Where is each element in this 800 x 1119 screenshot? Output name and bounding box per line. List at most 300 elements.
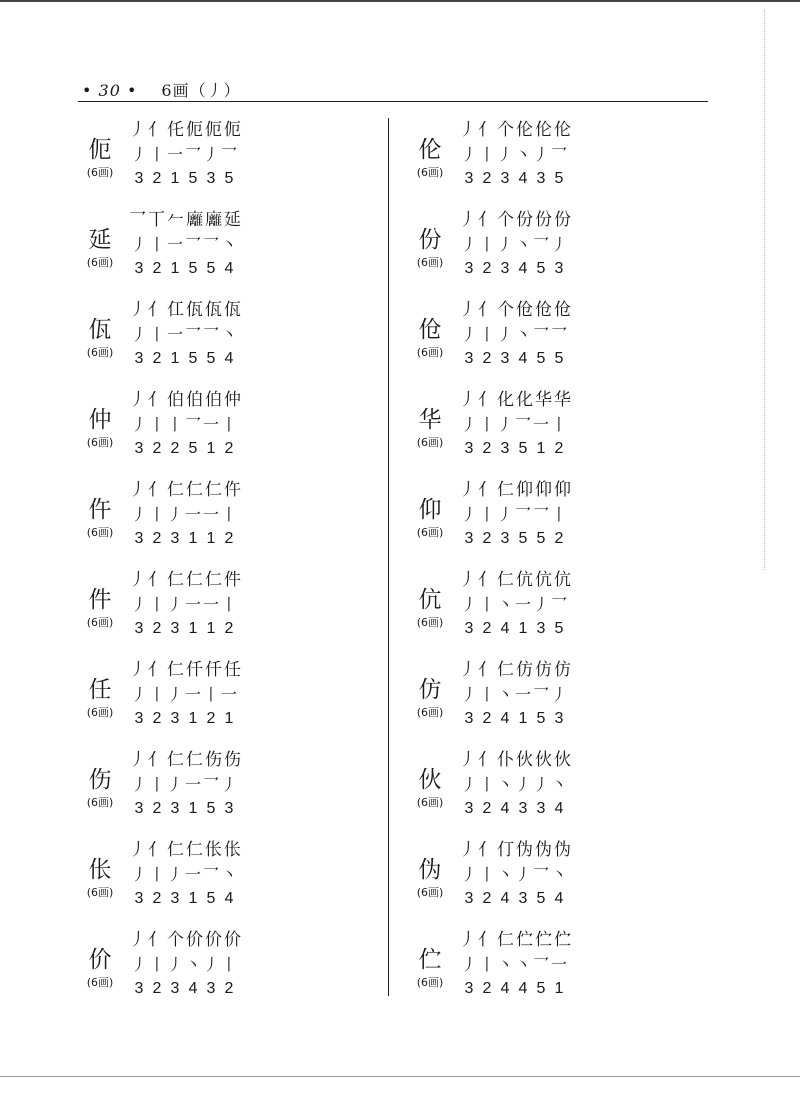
stroke-sequence bbox=[130, 594, 238, 616]
progression-step: 丿 bbox=[459, 840, 476, 860]
stroke-shape: 丨 bbox=[550, 415, 567, 434]
stroke-shape: 丶 bbox=[514, 145, 531, 164]
stroke-code-sequence bbox=[460, 888, 568, 910]
stroke-code-sequence bbox=[460, 348, 568, 370]
stroke-shape: 一 bbox=[166, 235, 183, 254]
stroke-shape: 一 bbox=[202, 505, 219, 524]
progression-step: 亻 bbox=[478, 570, 495, 590]
progression-step: 伪 bbox=[554, 840, 571, 860]
progression-step: 价 bbox=[186, 930, 203, 950]
stroke-shape: 丿 bbox=[532, 775, 549, 794]
stroke-count-label: (6画) bbox=[86, 796, 114, 809]
stroke-count-label: (6画) bbox=[86, 256, 114, 269]
progression-step: 亻 bbox=[148, 120, 165, 140]
stroke-shape: 丿 bbox=[130, 595, 147, 614]
stroke-code: 1 bbox=[188, 800, 198, 817]
stroke-count-label: (6画) bbox=[416, 976, 444, 989]
progression-step: 个 bbox=[497, 210, 514, 230]
progression-step: 伉 bbox=[554, 570, 571, 590]
stroke-shape: 丶 bbox=[550, 865, 567, 884]
headword-character: 件 bbox=[88, 587, 112, 613]
character-entry bbox=[410, 658, 700, 742]
stroke-code: 2 bbox=[224, 440, 234, 457]
stroke-shape: 丨 bbox=[148, 235, 165, 254]
progression-step: 个 bbox=[167, 930, 184, 950]
stroke-code: 5 bbox=[554, 170, 564, 187]
progression-step: 𢌈 bbox=[205, 210, 222, 230]
stroke-code: 4 bbox=[518, 350, 528, 367]
stroke-shape: 乛 bbox=[514, 415, 531, 434]
stroke-code-sequence bbox=[460, 258, 568, 280]
stroke-progression bbox=[128, 928, 242, 952]
stroke-code: 1 bbox=[206, 530, 216, 547]
stroke-count-label: (6画) bbox=[86, 616, 114, 629]
headword-character: 延 bbox=[88, 227, 112, 253]
stroke-code: 3 bbox=[134, 440, 144, 457]
progression-step: 伉 bbox=[516, 570, 533, 590]
column-divider bbox=[388, 118, 389, 996]
stroke-code: 4 bbox=[500, 800, 510, 817]
stroke-code: 5 bbox=[536, 530, 546, 547]
headword-character: 佤 bbox=[88, 317, 112, 343]
stroke-code: 4 bbox=[554, 800, 564, 817]
stroke-sequence bbox=[460, 864, 568, 886]
progression-step: 仁 bbox=[497, 480, 514, 500]
progression-step: 丿 bbox=[129, 390, 146, 410]
stroke-shape: 丿 bbox=[550, 235, 567, 254]
progression-step: 丿 bbox=[459, 480, 476, 500]
stroke-shape: 乛 bbox=[532, 505, 549, 524]
stroke-code: 3 bbox=[518, 800, 528, 817]
headword-character: 伥 bbox=[88, 857, 112, 883]
progression-step: 伙 bbox=[516, 750, 533, 770]
stroke-shape: 一 bbox=[550, 955, 567, 974]
stroke-code-sequence bbox=[460, 618, 568, 640]
progression-step: 延 bbox=[224, 210, 241, 230]
stroke-count-label: (6画) bbox=[416, 526, 444, 539]
headword-character: 仵 bbox=[88, 497, 112, 523]
character-entry bbox=[80, 838, 370, 922]
stroke-code-sequence bbox=[130, 528, 238, 550]
progression-step: 仁 bbox=[186, 840, 203, 860]
stroke-shape: 乛 bbox=[550, 145, 567, 164]
progression-step: 仁 bbox=[167, 660, 184, 680]
character-entry bbox=[410, 388, 700, 472]
progression-step: 仃 bbox=[497, 840, 514, 860]
progression-step: 伧 bbox=[516, 300, 533, 320]
stroke-sequence bbox=[130, 144, 238, 166]
stroke-shape: 乛 bbox=[532, 685, 549, 704]
stroke-shape: 丿 bbox=[496, 415, 513, 434]
stroke-count-label: (6画) bbox=[86, 886, 114, 899]
stroke-code: 4 bbox=[224, 350, 234, 367]
progression-step: 亻 bbox=[478, 930, 495, 950]
stroke-code-sequence bbox=[130, 168, 238, 190]
stroke-shape: 丨 bbox=[148, 865, 165, 884]
progression-step: 伪 bbox=[516, 840, 533, 860]
progression-step: 亻 bbox=[478, 390, 495, 410]
stroke-shape: 乛 bbox=[532, 955, 549, 974]
stroke-shape: 丿 bbox=[130, 685, 147, 704]
stroke-sequence bbox=[130, 504, 238, 526]
stroke-shape: 丶 bbox=[496, 865, 513, 884]
stroke-code-sequence bbox=[460, 708, 568, 730]
progression-step: 伧 bbox=[535, 300, 552, 320]
stroke-shape: 丶 bbox=[496, 955, 513, 974]
stroke-code: 3 bbox=[134, 890, 144, 907]
progression-step: 仲 bbox=[224, 390, 241, 410]
stroke-code: 2 bbox=[152, 350, 162, 367]
progression-step: 丅 bbox=[148, 210, 165, 230]
stroke-sequence bbox=[130, 954, 238, 976]
stroke-progression bbox=[128, 208, 242, 232]
stroke-progression bbox=[458, 388, 572, 412]
stroke-shape: 一 bbox=[202, 595, 219, 614]
bottom-rule bbox=[0, 1076, 800, 1077]
progression-step: 伫 bbox=[535, 930, 552, 950]
stroke-code: 1 bbox=[188, 710, 198, 727]
headword-character: 价 bbox=[88, 947, 112, 973]
stroke-shape: 丨 bbox=[148, 955, 165, 974]
stroke-code: 3 bbox=[134, 260, 144, 277]
stroke-shape: 丨 bbox=[148, 415, 165, 434]
stroke-shape: 丿 bbox=[460, 325, 477, 344]
progression-step: 伦 bbox=[554, 120, 571, 140]
stroke-sequence bbox=[460, 594, 568, 616]
stroke-count-label: (6画) bbox=[416, 706, 444, 719]
progression-step: 伤 bbox=[224, 750, 241, 770]
stroke-code: 5 bbox=[518, 440, 528, 457]
stroke-code: 3 bbox=[518, 890, 528, 907]
stroke-code: 4 bbox=[500, 980, 510, 997]
stroke-code: 2 bbox=[152, 890, 162, 907]
progression-step: 仰 bbox=[554, 480, 571, 500]
stroke-code: 1 bbox=[536, 440, 546, 457]
stroke-shape: 丿 bbox=[220, 775, 237, 794]
stroke-code: 3 bbox=[536, 170, 546, 187]
stroke-code: 3 bbox=[500, 530, 510, 547]
stroke-code: 5 bbox=[536, 980, 546, 997]
stroke-shape: 乛 bbox=[550, 595, 567, 614]
stroke-shape: 丶 bbox=[496, 775, 513, 794]
stroke-shape: 丿 bbox=[130, 775, 147, 794]
progression-step: 丿 bbox=[129, 750, 146, 770]
progression-step: 仁 bbox=[186, 750, 203, 770]
progression-step: 伤 bbox=[205, 750, 222, 770]
top-border-line bbox=[0, 0, 800, 2]
stroke-code: 5 bbox=[206, 890, 216, 907]
page-header bbox=[82, 78, 241, 100]
stroke-sequence bbox=[130, 774, 238, 796]
stroke-shape: 乛 bbox=[184, 145, 201, 164]
stroke-shape: 丨 bbox=[478, 595, 495, 614]
stroke-code: 3 bbox=[464, 980, 474, 997]
progression-step: 亻 bbox=[148, 660, 165, 680]
stroke-code: 2 bbox=[482, 800, 492, 817]
progression-step: 丿 bbox=[129, 570, 146, 590]
stroke-code: 3 bbox=[134, 350, 144, 367]
stroke-progression bbox=[458, 838, 572, 862]
stroke-shape: 丨 bbox=[220, 595, 237, 614]
stroke-shape: 丨 bbox=[478, 145, 495, 164]
headword-character: 任 bbox=[88, 677, 112, 703]
stroke-code: 5 bbox=[188, 260, 198, 277]
stroke-shape: 丨 bbox=[478, 775, 495, 794]
stroke-code: 2 bbox=[482, 530, 492, 547]
progression-step: 丿 bbox=[459, 750, 476, 770]
stroke-code: 5 bbox=[224, 170, 234, 187]
stroke-code: 5 bbox=[188, 440, 198, 457]
stroke-shape: 丨 bbox=[478, 505, 495, 524]
stroke-code: 4 bbox=[500, 890, 510, 907]
stroke-code: 3 bbox=[464, 530, 474, 547]
stroke-shape: 丨 bbox=[148, 505, 165, 524]
progression-step: 佤 bbox=[205, 300, 222, 320]
stroke-code: 4 bbox=[224, 890, 234, 907]
stroke-shape: 丨 bbox=[202, 685, 219, 704]
headword-character: 仲 bbox=[88, 407, 112, 433]
stroke-code: 3 bbox=[134, 800, 144, 817]
stroke-progression bbox=[458, 568, 572, 592]
stroke-code: 1 bbox=[518, 710, 528, 727]
character-entry bbox=[410, 928, 700, 1012]
stroke-code: 1 bbox=[224, 710, 234, 727]
stroke-shape: 一 bbox=[184, 505, 201, 524]
stroke-shape: 丿 bbox=[460, 685, 477, 704]
stroke-code: 1 bbox=[206, 620, 216, 637]
stroke-shape: 乛 bbox=[220, 145, 237, 164]
stroke-code: 2 bbox=[554, 440, 564, 457]
stroke-shape: 丿 bbox=[532, 145, 549, 164]
stroke-code: 2 bbox=[224, 980, 234, 997]
stroke-sequence bbox=[460, 954, 568, 976]
stroke-shape: 丨 bbox=[478, 325, 495, 344]
stroke-shape: 一 bbox=[184, 685, 201, 704]
stroke-code: 3 bbox=[170, 800, 180, 817]
progression-step: 华 bbox=[554, 390, 571, 410]
progression-step: 亻 bbox=[478, 480, 495, 500]
stroke-code: 2 bbox=[224, 530, 234, 547]
stroke-shape: 丿 bbox=[460, 955, 477, 974]
headword-character: 仿 bbox=[418, 677, 442, 703]
stroke-code: 3 bbox=[464, 620, 474, 637]
progression-step: 亻 bbox=[478, 210, 495, 230]
character-entry bbox=[80, 388, 370, 472]
stroke-code-sequence bbox=[460, 528, 568, 550]
stroke-shape: 一 bbox=[166, 325, 183, 344]
stroke-code: 1 bbox=[188, 530, 198, 547]
progression-step: 仁 bbox=[186, 480, 203, 500]
stroke-sequence bbox=[460, 774, 568, 796]
stroke-sequence bbox=[130, 234, 238, 256]
stroke-code: 2 bbox=[152, 800, 162, 817]
stroke-code-sequence bbox=[130, 978, 238, 1000]
stroke-code: 3 bbox=[464, 260, 474, 277]
stroke-shape: 丨 bbox=[220, 955, 237, 974]
stroke-code: 2 bbox=[152, 260, 162, 277]
stroke-code-sequence bbox=[130, 618, 238, 640]
stroke-shape: 丨 bbox=[478, 235, 495, 254]
stroke-shape: 丿 bbox=[166, 685, 183, 704]
progression-step: 仁 bbox=[205, 480, 222, 500]
stroke-code: 2 bbox=[170, 440, 180, 457]
stroke-shape: 丿 bbox=[166, 595, 183, 614]
progression-step: 亻 bbox=[478, 300, 495, 320]
stroke-shape: 丿 bbox=[460, 865, 477, 884]
stroke-count-label: (6画) bbox=[416, 346, 444, 359]
progression-step: 亻 bbox=[148, 300, 165, 320]
character-entry bbox=[80, 658, 370, 742]
stroke-code: 2 bbox=[554, 530, 564, 547]
stroke-code: 3 bbox=[170, 890, 180, 907]
stroke-code: 5 bbox=[188, 170, 198, 187]
stroke-code: 2 bbox=[152, 710, 162, 727]
stroke-shape: 丿 bbox=[130, 145, 147, 164]
stroke-code-sequence bbox=[130, 258, 238, 280]
progression-step: 丿 bbox=[129, 120, 146, 140]
stroke-shape: 乛 bbox=[202, 775, 219, 794]
headword-character: 伉 bbox=[418, 587, 442, 613]
progression-step: 份 bbox=[535, 210, 552, 230]
stroke-shape: 一 bbox=[514, 685, 531, 704]
stroke-code: 3 bbox=[464, 170, 474, 187]
progression-step: 乛 bbox=[129, 210, 146, 230]
progression-step: 𢌈 bbox=[186, 210, 203, 230]
stroke-code: 4 bbox=[500, 710, 510, 727]
stroke-code: 4 bbox=[224, 260, 234, 277]
stroke-code: 2 bbox=[482, 980, 492, 997]
stroke-shape: 一 bbox=[184, 865, 201, 884]
stroke-code: 2 bbox=[482, 620, 492, 637]
stroke-code: 4 bbox=[518, 260, 528, 277]
progression-step: 伥 bbox=[205, 840, 222, 860]
headword-character: 伙 bbox=[418, 767, 442, 793]
stroke-count-label: (6画) bbox=[416, 796, 444, 809]
stroke-code: 5 bbox=[554, 620, 564, 637]
stroke-shape: 一 bbox=[184, 595, 201, 614]
stroke-shape: 丿 bbox=[532, 595, 549, 614]
stroke-sequence bbox=[460, 684, 568, 706]
stroke-count-label: (6画) bbox=[86, 976, 114, 989]
stroke-progression bbox=[458, 208, 572, 232]
progression-step: 亻 bbox=[478, 750, 495, 770]
progression-step: 亻 bbox=[148, 930, 165, 950]
progression-step: 仟 bbox=[205, 660, 222, 680]
stroke-count-label: (6画) bbox=[416, 256, 444, 269]
progression-step: 伯 bbox=[167, 390, 184, 410]
progression-step: 丿 bbox=[129, 840, 146, 860]
progression-step: 仁 bbox=[167, 840, 184, 860]
stroke-code: 1 bbox=[170, 170, 180, 187]
stroke-shape: 乛 bbox=[202, 325, 219, 344]
progression-step: 份 bbox=[554, 210, 571, 230]
stroke-code: 3 bbox=[170, 980, 180, 997]
stroke-code: 1 bbox=[518, 620, 528, 637]
stroke-code: 5 bbox=[536, 890, 546, 907]
character-entry bbox=[410, 568, 700, 652]
progression-step: 仟 bbox=[186, 660, 203, 680]
stroke-shape: 丿 bbox=[460, 415, 477, 434]
progression-step: 丿 bbox=[459, 120, 476, 140]
stroke-shape: 丿 bbox=[130, 955, 147, 974]
headword-character: 伌 bbox=[88, 137, 112, 163]
stroke-shape: 丨 bbox=[148, 685, 165, 704]
stroke-shape: 丨 bbox=[220, 415, 237, 434]
stroke-shape: 丨 bbox=[148, 145, 165, 164]
stroke-shape: 一 bbox=[220, 685, 237, 704]
progression-step: 亻 bbox=[148, 480, 165, 500]
stroke-code: 3 bbox=[134, 620, 144, 637]
stroke-code: 2 bbox=[482, 890, 492, 907]
stroke-code: 3 bbox=[134, 710, 144, 727]
stroke-code: 3 bbox=[170, 620, 180, 637]
stroke-shape: 乛 bbox=[532, 235, 549, 254]
stroke-sequence bbox=[460, 144, 568, 166]
stroke-code: 3 bbox=[536, 800, 546, 817]
progression-step: 仿 bbox=[554, 660, 571, 680]
stroke-shape: 丿 bbox=[130, 235, 147, 254]
stroke-shape: 丿 bbox=[496, 325, 513, 344]
stroke-code: 2 bbox=[482, 710, 492, 727]
stroke-shape: 一 bbox=[202, 415, 219, 434]
progression-step: 化 bbox=[497, 390, 514, 410]
stroke-sequence bbox=[460, 414, 568, 436]
stroke-code: 3 bbox=[134, 530, 144, 547]
progression-step: 伙 bbox=[535, 750, 552, 770]
stroke-shape: 丿 bbox=[202, 145, 219, 164]
headword-character: 伫 bbox=[418, 947, 442, 973]
progression-step: 华 bbox=[535, 390, 552, 410]
stroke-shape: 丿 bbox=[202, 955, 219, 974]
stroke-shape: 丨 bbox=[478, 955, 495, 974]
stroke-shape: 丶 bbox=[514, 325, 531, 344]
stroke-shape: 丿 bbox=[514, 865, 531, 884]
stroke-code: 4 bbox=[188, 980, 198, 997]
character-entry bbox=[80, 748, 370, 832]
stroke-shape: 丨 bbox=[478, 865, 495, 884]
stroke-shape: 丿 bbox=[166, 505, 183, 524]
progression-step: 化 bbox=[516, 390, 533, 410]
stroke-shape: 乛 bbox=[514, 505, 531, 524]
progression-step: 仰 bbox=[516, 480, 533, 500]
stroke-code-sequence bbox=[130, 798, 238, 820]
stroke-progression bbox=[128, 478, 242, 502]
stroke-shape: 丿 bbox=[496, 235, 513, 254]
stroke-shape: 一 bbox=[166, 145, 183, 164]
stroke-code: 2 bbox=[152, 440, 162, 457]
stroke-code: 1 bbox=[188, 620, 198, 637]
stroke-code: 2 bbox=[482, 440, 492, 457]
stroke-progression bbox=[458, 748, 572, 772]
stroke-shape: 一 bbox=[532, 415, 549, 434]
stroke-code: 4 bbox=[518, 170, 528, 187]
progression-step: 伧 bbox=[554, 300, 571, 320]
stroke-sequence bbox=[130, 414, 238, 436]
stroke-count-label: (6画) bbox=[416, 886, 444, 899]
stroke-shape: 丿 bbox=[460, 775, 477, 794]
character-entry bbox=[410, 298, 700, 382]
headword-character: 伦 bbox=[418, 137, 442, 163]
stroke-code-sequence bbox=[460, 798, 568, 820]
stroke-code-sequence bbox=[460, 978, 568, 1000]
stroke-shape: 丿 bbox=[460, 145, 477, 164]
stroke-code: 2 bbox=[206, 710, 216, 727]
progression-step: 任 bbox=[224, 660, 241, 680]
progression-step: 丿 bbox=[129, 300, 146, 320]
stroke-code: 2 bbox=[482, 260, 492, 277]
stroke-code-sequence bbox=[130, 348, 238, 370]
stroke-progression bbox=[128, 298, 242, 322]
